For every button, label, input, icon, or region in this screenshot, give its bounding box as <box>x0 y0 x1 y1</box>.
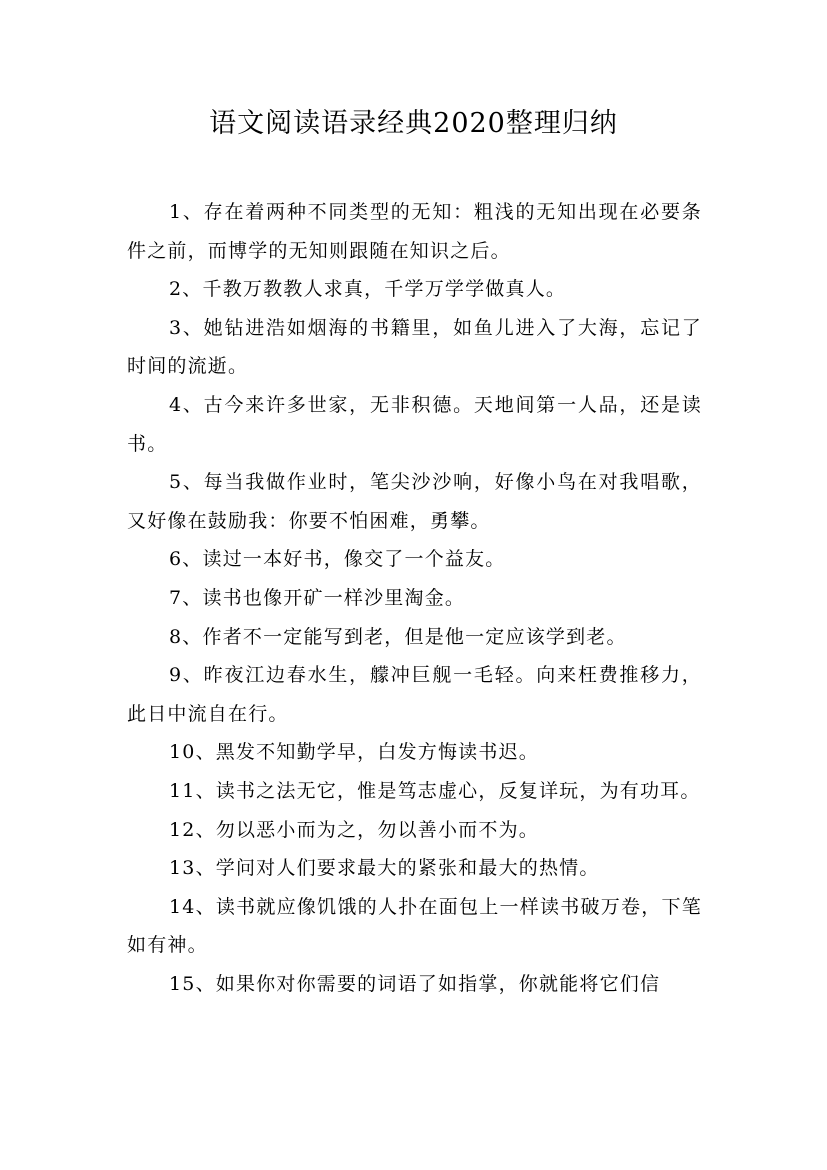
quote-paragraph: 11、读书之法无它，惟是笃志虚心，反复详玩，为有功耳。 <box>169 779 701 802</box>
quote-paragraph: 4、古今来许多世家，无非积德。天地间第一人品，还是读书。 <box>127 393 702 455</box>
quote-paragraph: 12、勿以恶小而为之，勿以善小而不为。 <box>169 818 539 841</box>
quote-paragraph: 9、昨夜江边春水生，艨冲巨舰一毛轻。向来枉费推移力，此日中流自在行。 <box>127 664 702 725</box>
quote-paragraph: 15、如果你对你需要的词语了如指掌，你就能将它们信 <box>169 972 661 995</box>
quote-paragraph: 2、千教万教教人求真，千学万学学做真人。 <box>169 278 567 301</box>
quote-paragraph: 3、她钻进浩如烟海的书籍里，如鱼儿进入了大海，忘记了时间的流逝。 <box>127 316 702 378</box>
quote-paragraph: 8、作者不一定能写到老，但是他一定应该学到老。 <box>169 625 627 648</box>
quote-paragraph: 1、存在着两种不同类型的无知：粗浅的无知出现在必要条件之前，而博学的无知则跟随在知识之后。 <box>127 201 702 262</box>
quote-paragraph: 7、读书也像开矿一样沙里淘金。 <box>169 586 466 609</box>
quote-paragraph: 13、学问对人们要求最大的紧张和最大的热情。 <box>169 857 600 880</box>
quote-list <box>127 193 702 1003</box>
quote-paragraph: 10、黑发不知勤学早，白发方悔读书迟。 <box>169 741 539 764</box>
quote-paragraph: 6、读过一本好书，像交了一个益友。 <box>169 548 506 571</box>
quote-paragraph: 5、每当我做作业时，笔尖沙沙响，好像小鸟在对我唱歌，又好像在鼓励我：你要不怕困难，勇攀。 <box>127 471 702 532</box>
quote-paragraph: 14、读书就应像饥饿的人扑在面包上一样读书破万卷，下笔如有神。 <box>127 895 702 957</box>
document-title: 语文阅读语录经典2020整理归纳 <box>209 108 618 139</box>
